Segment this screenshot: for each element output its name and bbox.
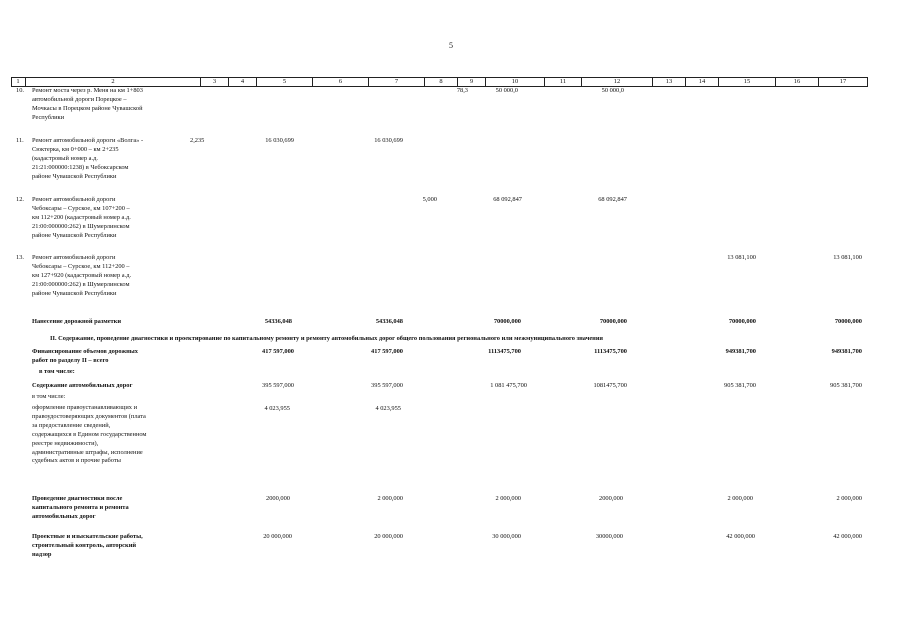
- table-header-row: [11, 77, 868, 87]
- maintenance-label: Содержание автомобильных дорог: [32, 382, 133, 389]
- marking-col7: 54336,048: [375, 318, 403, 325]
- design-col7: 20 000,000: [374, 533, 403, 540]
- row-11-col7: 16 030,699: [374, 137, 403, 144]
- page-number: 5: [449, 41, 453, 50]
- col-8-header: 8: [424, 78, 457, 86]
- financing-col12: 1113475,700: [594, 348, 627, 355]
- design-col17: 42 000,000: [833, 533, 862, 540]
- marking-label: Нанесение дорожной разметки: [32, 318, 122, 325]
- section-title: II. Содержание, проведение диагностики и проектирование по капитальному ремонту и ремонту автомобильных дорог общего пользования регионального или межмуниципального значения: [50, 335, 604, 342]
- marking-col5: 54336,048: [264, 318, 292, 325]
- row-10-col12: 50 000,0: [601, 87, 624, 94]
- diagnostics-col15: 2 000,000: [727, 495, 753, 502]
- row-10-number: 10.: [16, 87, 24, 94]
- maintenance-col12: 1081475,700: [593, 382, 627, 389]
- financing-col7: 417 597,000: [371, 348, 403, 355]
- diagnostics-col5: 2000,000: [266, 495, 290, 502]
- marking-col12: 70000,000: [599, 318, 627, 325]
- docs-col7: 4 023,955: [375, 405, 401, 412]
- col-6-header: 6: [312, 78, 368, 86]
- row-12-number: 12.: [16, 196, 24, 203]
- marking-col15: 70000,000: [728, 318, 756, 325]
- col-16-header: 16: [775, 78, 818, 86]
- col-3-header: 3: [200, 78, 228, 86]
- diagnostics-col10: 2 000,000: [495, 495, 521, 502]
- financing-col17: 949381,700: [831, 348, 862, 355]
- financing-col5: 417 597,000: [262, 348, 294, 355]
- row-13-number: 13.: [16, 254, 24, 261]
- col-2-header: 2: [25, 78, 200, 86]
- docs-label: оформление правоустанавливающих и правоудостоверяющих документов (плата за предоставление сведений, содержащихся в Едином государственном реестре недвижимости), административные штрафы, исполнение судебных актов и прочие работы: [32, 404, 147, 465]
- maintenance-col15: 905 381,700: [724, 382, 756, 389]
- row-11-name: Ремонт автомобильной дороги «Волга» - Сюктерка, км 0+000 – км 2+235 (кадастровый номер а.д. 21:21:000000:1238) в Чебоксарском районе Чувашской Республики: [32, 137, 144, 180]
- row-13-col15: 13 081,100: [727, 254, 756, 261]
- financing-col10: 1113475,700: [488, 348, 521, 355]
- col-11-header: 11: [544, 78, 581, 86]
- row-11-col5: 16 030,699: [265, 137, 294, 144]
- design-label: Проектные и изыскательские работы, строительный контроль, авторский надзор: [32, 533, 143, 558]
- col-15-header: 15: [718, 78, 775, 86]
- col-7-header: 7: [368, 78, 424, 86]
- row-13-name: Ремонт автомобильной дороги Чебоксары – Сурское, км 112+200 – км 127+920 (кадастровый номер а.д. 21:00:000000:262) в Шумерлинском районе Чувашской Республики: [32, 254, 132, 297]
- diagnostics-col17: 2 000,000: [836, 495, 862, 502]
- row-10-col10: 50 000,0: [495, 87, 518, 94]
- row-12-col8: 5,000: [422, 196, 437, 203]
- diagnostics-col12: 2000,000: [599, 495, 623, 502]
- col-9-header: 9: [457, 78, 485, 86]
- col-5-header: 5: [256, 78, 312, 86]
- col-12-header: 12: [581, 78, 652, 86]
- maintenance-subtitle: в том числе:: [32, 393, 66, 400]
- financing-subtitle: в том числе:: [39, 368, 75, 375]
- diagnostics-label: Проведение диагностики после капитального ремонта и ремонта автомобильных дорог: [32, 495, 129, 520]
- row-13-col17: 13 081,100: [833, 254, 862, 261]
- design-col5: 20 000,000: [263, 533, 292, 540]
- row-12-col12: 68 092,847: [598, 196, 627, 203]
- financing-col15: 949381,700: [725, 348, 756, 355]
- row-11-col3: 2,235: [190, 137, 205, 144]
- maintenance-col17: 905 381,700: [830, 382, 862, 389]
- col-4-header: 4: [228, 78, 256, 86]
- design-col15: 42 000,000: [726, 533, 755, 540]
- row-11-number: 11.: [16, 137, 24, 144]
- marking-col10: 70000,000: [493, 318, 521, 325]
- col-14-header: 14: [685, 78, 718, 86]
- col-10-header: 10: [485, 78, 544, 86]
- financing-label: Финансирование объемов дорожных работ по разделу II – всего: [32, 348, 138, 364]
- row-12-col10: 68 092,847: [493, 196, 522, 203]
- col-13-header: 13: [652, 78, 685, 86]
- design-col10: 30 000,000: [492, 533, 521, 540]
- maintenance-col7: 395 597,000: [371, 382, 403, 389]
- row-10-col9: 78,3: [456, 87, 468, 94]
- col-17-header: 17: [818, 78, 867, 86]
- marking-col17: 70000,000: [834, 318, 862, 325]
- maintenance-col10: 1 081 475,700: [490, 382, 527, 389]
- maintenance-col5: 395 597,000: [262, 382, 294, 389]
- row-12-name: Ремонт автомобильной дороги Чебоксары – Сурское, км 107+200 – км 112+200 (кадастровый номер а.д. 21:00:000000:262) в Шумерлинском районе Чувашской Республики: [32, 196, 131, 239]
- diagnostics-col7: 2 000,000: [377, 495, 403, 502]
- row-10-name: Ремонт моста через р. Меня на км 1+803 автомобильной дороги Порецкое – Мочкасы в Порецком районе Чувашской Республики: [32, 87, 143, 121]
- col-1-header: 1: [16, 78, 20, 85]
- design-col12: 30000,000: [595, 533, 623, 540]
- docs-col5: 4 023,955: [264, 405, 290, 412]
